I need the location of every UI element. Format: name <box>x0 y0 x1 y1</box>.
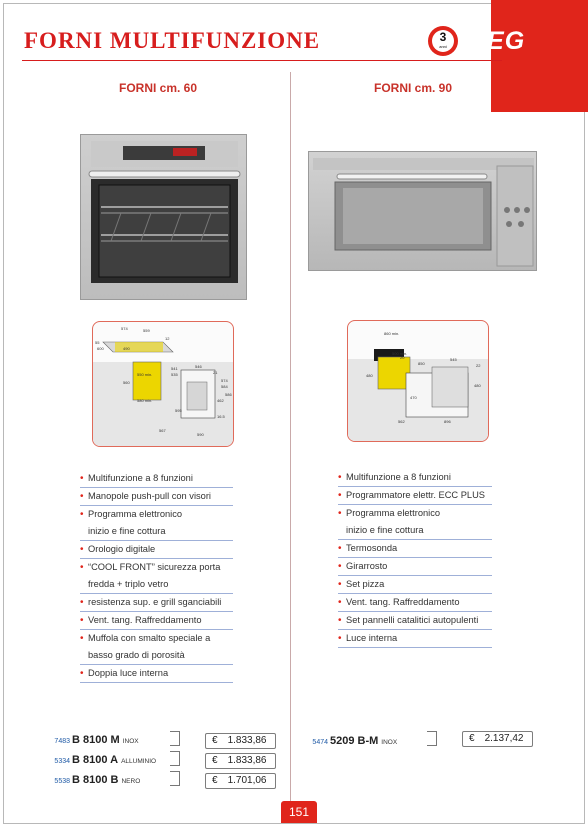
model-bracket <box>427 731 437 746</box>
model-bracket <box>170 771 180 786</box>
model-bracket <box>170 731 180 746</box>
model-finish: NERO <box>121 778 141 785</box>
price-value: 1.833,86 <box>227 755 267 766</box>
dim-label: 500 min. <box>392 351 408 356</box>
model-name: B 8100 M <box>72 734 120 746</box>
dim-label: 860 min. <box>384 331 400 336</box>
installation-diagram-60 <box>92 321 234 447</box>
feature-item: • Orologio digitale <box>80 541 233 559</box>
feature-item: • Set pannelli catalitici autopulenti <box>338 612 492 630</box>
dim-label: 480 <box>474 383 481 388</box>
dim-label: 600 <box>97 346 104 351</box>
price-value: 2.137,42 <box>484 733 524 744</box>
model-finish: INOX <box>122 738 139 745</box>
feature-list-90 <box>338 469 492 648</box>
model-row <box>48 774 140 786</box>
page-frame <box>3 3 585 824</box>
dim-label: 470 <box>410 395 417 400</box>
dim-label: 586 <box>225 392 232 397</box>
feature-item: • Muffola con smalto speciale a basso grado di porosità <box>80 630 233 665</box>
price-currency: € <box>212 735 218 746</box>
dim-label: 480 <box>366 373 373 378</box>
brand-corner-block <box>491 0 588 112</box>
model-code: 5538 <box>54 778 70 785</box>
feature-item: • Termosonda <box>338 540 492 558</box>
model-bracket <box>170 751 180 766</box>
feature-item: • “COOL FRONT” sicurezza porta fredda + triplo vetro <box>80 559 233 594</box>
model-code: 5474 <box>312 739 328 746</box>
feature-item: • Programma elettronico inizio e fine cottura <box>338 505 492 540</box>
installation-diagram-90 <box>347 320 489 442</box>
model-finish: ALLUMINIO <box>121 758 157 765</box>
page-title: FORNI MULTIFUNZIONE <box>24 28 321 53</box>
feature-item: • Doppia luce interna <box>80 665 233 683</box>
price-value: 1.701,06 <box>227 775 267 786</box>
brand-logo: AEG <box>468 27 526 55</box>
feature-item: • Programmatore elettr. ECC PLUS <box>338 487 492 505</box>
dim-label: 546 <box>195 364 202 369</box>
column-divider <box>290 72 291 802</box>
dim-label: 850 <box>418 361 425 366</box>
warranty-badge <box>428 26 458 56</box>
dim-label: 490 <box>123 346 130 351</box>
price-box <box>462 731 533 747</box>
dim-label: 580 min. <box>137 398 153 403</box>
feature-item: • Programma elettronico inizio e fine cottura <box>80 506 233 541</box>
model-row <box>48 754 156 766</box>
dim-label: 21 <box>213 370 218 375</box>
price-box <box>205 733 276 749</box>
feature-item: • Multifunzione a 8 funzioni <box>338 469 492 487</box>
price-currency: € <box>469 733 475 744</box>
feature-item: • Luce interna <box>338 630 492 648</box>
model-finish: INOX <box>381 739 398 746</box>
dim-label: 590 <box>197 432 204 437</box>
dim-label: 574 <box>221 378 228 383</box>
dim-label: 560 <box>123 380 130 385</box>
oven-60-photo <box>80 134 247 300</box>
price-value: 1.833,86 <box>227 735 267 746</box>
dim-label: 12 <box>165 336 170 341</box>
dim-label: 567 <box>159 428 166 433</box>
feature-item: • Manopole push-pull con visori <box>80 488 233 506</box>
dim-label: 545 <box>450 357 457 362</box>
warranty-years: 3 <box>439 30 447 44</box>
feature-item: • Set pizza <box>338 576 492 594</box>
dim-label: 550 min. <box>137 372 153 377</box>
oven-60-illustration <box>81 135 248 301</box>
feature-item: • Vent. tang. Raffreddamento <box>338 594 492 612</box>
model-name: 5209 B-M <box>330 735 379 747</box>
dim-label: 541 <box>171 366 178 371</box>
title-rule <box>22 60 502 61</box>
model-name: B 8100 A <box>72 754 119 766</box>
model-code: 7483 <box>54 738 70 745</box>
feature-list-60 <box>80 470 233 683</box>
model-row <box>48 734 139 746</box>
model-code: 5334 <box>54 758 70 765</box>
price-box <box>205 753 276 769</box>
oven-90-illustration <box>309 152 538 272</box>
feature-item: • Vent. tang. Raffreddamento <box>80 612 233 630</box>
dim-label: 535 <box>171 372 178 377</box>
section-title-60: FORNI cm. 60 <box>119 81 198 95</box>
feature-item: • resistenza sup. e grill sganciabili <box>80 594 233 612</box>
section-title-90: FORNI cm. 90 <box>374 81 453 95</box>
price-box <box>205 773 276 789</box>
feature-item: • Girarrosto <box>338 558 492 576</box>
feature-item: • Multifunzione a 8 funzioni <box>80 470 233 488</box>
dim-label: 584 <box>221 384 228 389</box>
oven-90-photo <box>308 151 537 271</box>
dim-label: 595 <box>175 408 182 413</box>
warranty-years-label: anni <box>439 44 447 49</box>
dim-label: 16.5 <box>217 414 225 419</box>
model-row <box>306 735 397 747</box>
price-currency: € <box>212 775 218 786</box>
dim-label: 22 <box>476 363 481 368</box>
price-currency: € <box>212 755 218 766</box>
dim-label: 562 <box>398 419 405 424</box>
dim-label: 559 <box>143 328 150 333</box>
dim-label: 896 <box>444 419 451 424</box>
warranty-badge-inner <box>432 30 454 52</box>
dim-label: 462 <box>217 398 224 403</box>
dim-label: 20 <box>400 355 405 360</box>
dim-label: 55 <box>95 340 100 345</box>
model-name: B 8100 B <box>72 774 119 786</box>
dim-label: 574 <box>121 326 128 331</box>
page-number: 151 <box>281 801 317 823</box>
